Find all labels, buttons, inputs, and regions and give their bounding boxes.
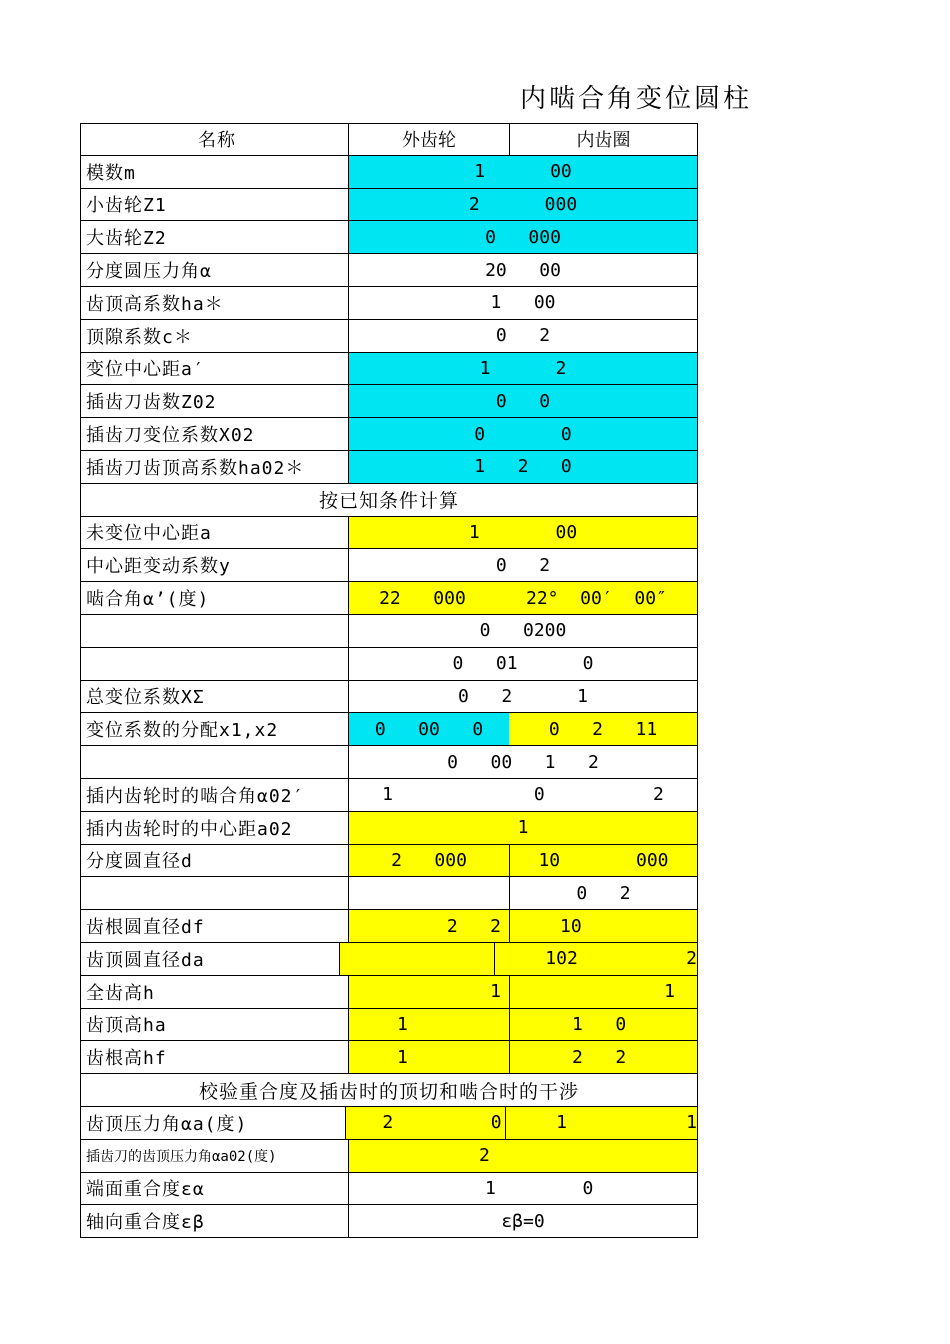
- row-label: 端面重合度εα: [81, 1173, 349, 1205]
- total-shift-result[interactable]: 0 2 1: [457, 685, 589, 707]
- table-row: [80, 451, 698, 484]
- table-row: [80, 1205, 698, 1238]
- row-label: 插齿刀齿数Z02: [81, 385, 349, 417]
- header-row: [80, 123, 698, 156]
- row-label: 齿根圆直径df: [81, 910, 349, 942]
- dedendum-int[interactable]: 2 2: [509, 1041, 697, 1073]
- row-label: 齿顶圆直径da: [81, 943, 340, 975]
- row-label: [81, 648, 349, 680]
- tip-angle-int[interactable]: 1 1: [505, 1107, 697, 1139]
- whole-depth-int[interactable]: 1: [509, 976, 697, 1008]
- table-row: [80, 353, 698, 386]
- table-row: [80, 1009, 698, 1042]
- row-label: 变位系数的分配x1,x2: [81, 713, 349, 745]
- table-row: [80, 254, 698, 287]
- section-check-title: 校验重合度及插齿时的顶切和啮合时的干涉: [198, 1080, 579, 1103]
- row-label: 齿顶高系数ha＊: [81, 287, 349, 319]
- table-row: [80, 221, 698, 254]
- table-row: [80, 418, 698, 451]
- table-row: [80, 713, 698, 746]
- mesh-angle-dms: 22° 00′ 00″: [526, 587, 667, 609]
- transverse-ratio-result[interactable]: 1 0: [485, 1177, 594, 1199]
- row-label: 总变位系数XΣ: [81, 681, 349, 713]
- cutter-teeth-input[interactable]: 0 0: [349, 385, 697, 417]
- table-row: [80, 812, 698, 845]
- table-row: [80, 746, 698, 779]
- whole-depth-ext[interactable]: 1: [349, 976, 509, 1008]
- x2-result[interactable]: 0 2 11: [509, 713, 697, 745]
- col-external-header: 外齿轮: [402, 130, 456, 152]
- row-label: 全齿高h: [81, 976, 349, 1008]
- row-label: 插内齿轮时的啮合角α02′: [81, 779, 349, 811]
- table-row: [80, 943, 698, 976]
- table-row: [80, 910, 698, 943]
- tip-dia-int[interactable]: 102 2: [494, 943, 697, 975]
- x1-input[interactable]: 0 00 0: [349, 713, 509, 745]
- table-row: [80, 845, 698, 878]
- z2-input[interactable]: 0 000: [349, 221, 697, 253]
- section-header-row: [80, 1074, 698, 1107]
- inv-value-cell[interactable]: 0 0200: [479, 620, 567, 642]
- tip-dia-ext[interactable]: [340, 943, 494, 975]
- row-label: 插内齿轮时的中心距a02: [81, 812, 349, 844]
- calc-table: [80, 123, 698, 1238]
- pitch-dia-int[interactable]: 10 000: [509, 845, 697, 877]
- col-internal-header: 内齿圈: [509, 124, 697, 155]
- row-label: 齿顶压力角αa(度): [81, 1107, 346, 1139]
- row-label: 轴向重合度εβ: [81, 1205, 349, 1237]
- z1-input[interactable]: 2 000: [349, 189, 697, 221]
- table-row: [80, 615, 698, 648]
- table-row: [80, 1140, 698, 1173]
- cut-center-result[interactable]: 1: [349, 812, 697, 844]
- row-label: [81, 615, 349, 647]
- inv-value-cell[interactable]: 0 01 0: [452, 653, 594, 675]
- check-value-cell[interactable]: 0 00 1 2: [447, 751, 599, 773]
- row-label: 啮合角α’(度): [81, 582, 349, 614]
- table-row: [80, 189, 698, 222]
- row-label: 顶隙系数c＊: [81, 320, 349, 352]
- addendum-coef-value[interactable]: 1 00: [490, 292, 556, 314]
- table-row: [80, 582, 698, 615]
- table-row: [80, 385, 698, 418]
- section-header-row: [80, 484, 698, 517]
- row-label: [81, 877, 349, 909]
- row-label: 未变位中心距a: [81, 517, 349, 549]
- dedendum-ext[interactable]: 1: [349, 1041, 509, 1073]
- table-row: [80, 1041, 698, 1074]
- root-dia-int[interactable]: 10: [509, 910, 697, 942]
- table-row: [80, 1107, 698, 1140]
- row-label: 齿顶高ha: [81, 1009, 349, 1041]
- row-label: 模数m: [81, 156, 349, 188]
- addendum-int[interactable]: 1 0: [509, 1009, 697, 1041]
- row-label: 插齿刀齿顶高系数ha02＊: [81, 451, 349, 483]
- cutter-shift-input[interactable]: 0 0: [349, 418, 697, 450]
- pressure-angle-value[interactable]: 20 00: [485, 259, 561, 281]
- y-coef-result[interactable]: 0 2: [495, 554, 551, 576]
- axial-ratio-result[interactable]: εβ=0: [501, 1210, 545, 1232]
- table-row: [80, 648, 698, 681]
- mesh-angle-result[interactable]: [349, 582, 697, 614]
- pitch-dia-ext[interactable]: 2 000: [349, 845, 509, 877]
- row-label: 中心距变动系数y: [81, 549, 349, 581]
- row-label: 分度圆直径d: [81, 845, 349, 877]
- table-row: [80, 779, 698, 812]
- clearance-coef-value[interactable]: 0 2: [495, 325, 551, 347]
- table-row: [80, 549, 698, 582]
- section-calc-title: 按已知条件计算: [318, 490, 459, 513]
- row-label: 分度圆压力角α: [81, 254, 349, 286]
- table-row: [80, 976, 698, 1009]
- row-label: 插齿刀的齿顶压力角αa02(度): [81, 1140, 349, 1172]
- table-row: [80, 320, 698, 353]
- root-dia-ext[interactable]: 2 2: [349, 910, 509, 942]
- module-input[interactable]: 1 00: [349, 156, 697, 188]
- table-row: [80, 681, 698, 714]
- addendum-ext[interactable]: 1: [349, 1009, 509, 1041]
- row-label: 大齿轮Z2: [81, 221, 349, 253]
- table-row: [80, 1173, 698, 1206]
- table-row: [80, 287, 698, 320]
- cutter-addendum-input[interactable]: 1 2 0: [349, 451, 697, 483]
- cutter-tip-angle-result[interactable]: 2: [349, 1140, 697, 1172]
- center-distance-input[interactable]: 1 2: [349, 353, 697, 385]
- empty-cell[interactable]: [349, 877, 509, 909]
- tip-angle-ext[interactable]: 2 0: [346, 1107, 505, 1139]
- cut-angle-result[interactable]: 1 0 2: [382, 784, 664, 806]
- mesh-angle-decimal: 22 000: [379, 587, 466, 609]
- table-row: [80, 156, 698, 189]
- row-label: 齿根高hf: [81, 1041, 349, 1073]
- std-center-result[interactable]: 1 00: [349, 517, 697, 549]
- row-label: 插齿刀变位系数X02: [81, 418, 349, 450]
- table-row: [80, 877, 698, 910]
- col-name-header: 名称: [81, 124, 349, 155]
- row-label: 小齿轮Z1: [81, 189, 349, 221]
- row-label: [81, 746, 349, 778]
- table-row: [80, 517, 698, 550]
- blank-int-value[interactable]: 0 2: [509, 877, 697, 909]
- row-label: 变位中心距a′: [81, 353, 349, 385]
- page-title: 内啮合角变位圆柱: [520, 84, 753, 114]
